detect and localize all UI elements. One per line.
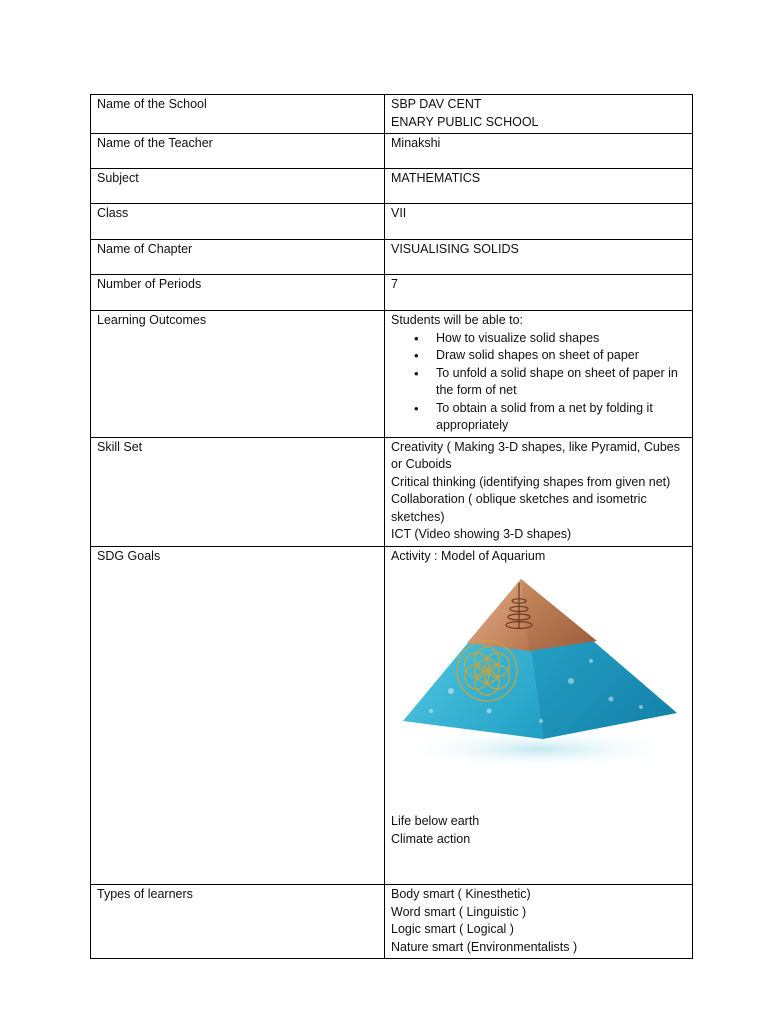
- learner-type: Word smart ( Linguistic ): [391, 904, 527, 919]
- table-row: [91, 134, 693, 169]
- school-value: [385, 95, 693, 134]
- table-row: [91, 275, 693, 311]
- learner-type: Nature smart (Environmentalists ): [391, 939, 578, 954]
- skill-line: Collaboration ( oblique sketches and isometric: [391, 492, 647, 506]
- school-name-line-1: SBP DAV CENT: [391, 97, 482, 111]
- list-item: • Draw solid shapes on sheet of paper: [436, 347, 686, 365]
- chapter-label: Name of Chapter: [91, 240, 385, 275]
- sdg-goal: Climate action: [391, 831, 471, 846]
- lesson-plan-table: [90, 94, 693, 959]
- table-row: [91, 240, 693, 275]
- skill-set-label: Skill Set: [91, 437, 385, 546]
- periods-value: 7: [385, 275, 693, 311]
- learning-outcomes-label: Learning Outcomes: [91, 311, 385, 438]
- skill-line: or Cuboids: [391, 457, 452, 471]
- list-item: • To obtain a solid from a net by folding it appropriately: [436, 400, 686, 435]
- teacher-label: Name of the Teacher: [91, 134, 385, 169]
- class-value: VII: [385, 204, 693, 240]
- table-row: [91, 311, 693, 438]
- sdg-goal: Life below earth: [391, 814, 480, 828]
- learners-label: Types of learners: [91, 885, 385, 959]
- list-item: • To unfold a solid shape on sheet of paper in the form of net: [436, 365, 686, 400]
- subject-value: MATHEMATICS: [385, 169, 693, 204]
- learning-outcomes-value: [385, 311, 693, 438]
- periods-label: Number of Periods: [91, 275, 385, 311]
- sdg-goals-label: SDG Goals: [91, 546, 385, 885]
- table-row: [91, 437, 693, 546]
- table-row: [91, 546, 693, 885]
- learner-type: Body smart ( Kinesthetic): [391, 887, 531, 901]
- skill-line: ICT (Video showing 3-D shapes): [391, 527, 572, 541]
- chapter-value: VISUALISING SOLIDS: [385, 240, 693, 275]
- learner-type: Logic smart ( Logical ): [391, 922, 514, 936]
- skill-line: Creativity ( Making 3-D shapes, like Pyramid, Cubes: [391, 439, 680, 454]
- skill-line: sketches): [391, 509, 445, 524]
- learning-outcomes-intro: Students will be able to:: [391, 313, 524, 327]
- school-name-line-2: ENARY PUBLIC SCHOOL: [391, 114, 539, 129]
- class-label: Class: [91, 204, 385, 240]
- sdg-activity: Activity : Model of Aquarium: [391, 548, 546, 563]
- sdg-goal-list: [391, 813, 686, 882]
- learning-outcomes-list: [391, 330, 686, 435]
- list-item: • How to visualize solid shapes: [436, 330, 686, 348]
- sdg-goals-value: [385, 546, 693, 885]
- pyramid-model-image: [391, 571, 687, 775]
- skill-set-value: [385, 437, 693, 546]
- table-row: [91, 169, 693, 204]
- table-row: [91, 204, 693, 240]
- skill-line: Critical thinking (identifying shapes from given net): [391, 474, 671, 489]
- teacher-value: Minakshi: [385, 134, 693, 169]
- table-row: [91, 95, 693, 134]
- table-row: [91, 885, 693, 959]
- learners-value: [385, 885, 693, 959]
- subject-label: Subject: [91, 169, 385, 204]
- school-label: Name of the School: [91, 95, 385, 134]
